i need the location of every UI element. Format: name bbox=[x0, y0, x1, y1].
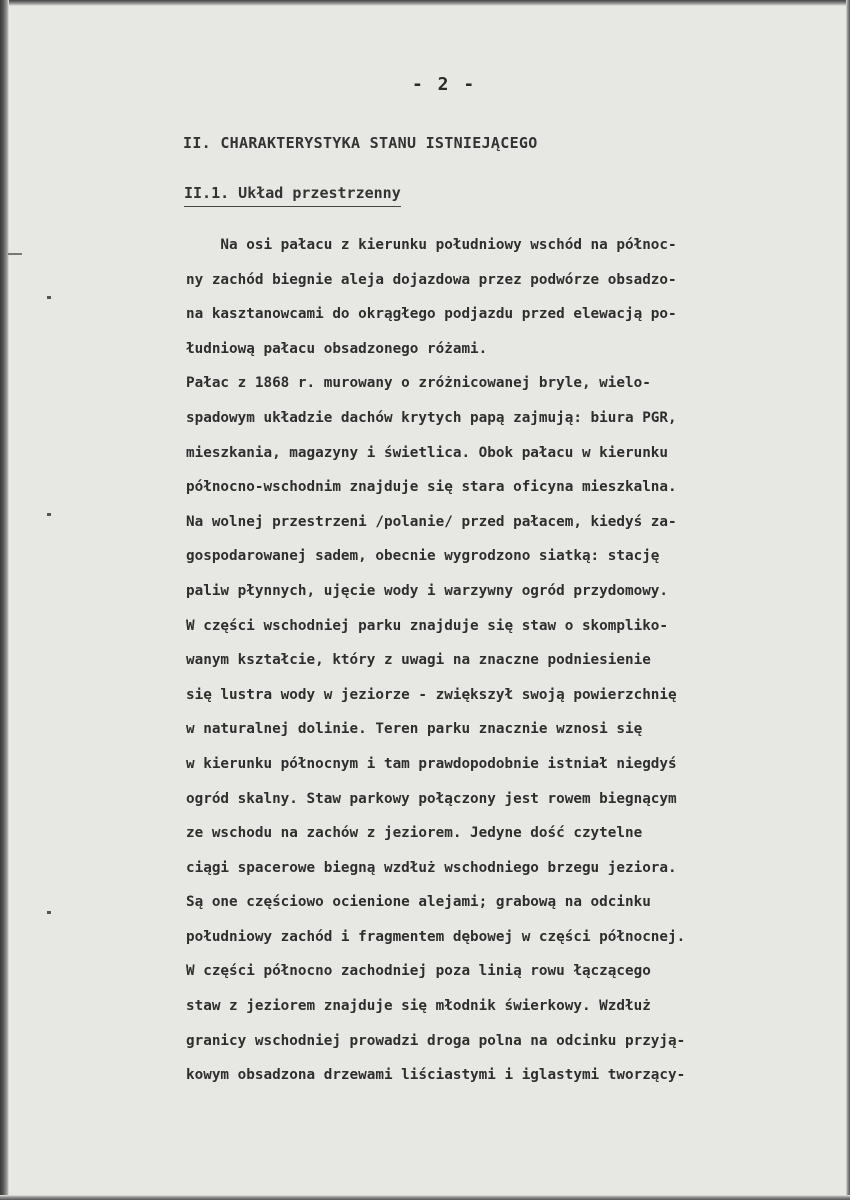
margin-mark bbox=[47, 296, 51, 299]
text-line: się lustra wody w jeziorze - zwiększył swoją powierzchnię bbox=[186, 686, 677, 703]
scan-border-right bbox=[846, 0, 850, 1200]
text-line: mieszkania, magazyny i świetlica. Obok pałacu w kierunku bbox=[186, 444, 669, 461]
text-line: W części wschodniej parku znajduje się staw o skompliko- bbox=[186, 617, 669, 634]
text-line: gospodarowanej sadem, obecnie wygrodzono siatką: stację bbox=[186, 548, 660, 565]
text-line: ciągi spacerowe biegną wzdłuż wschodniego brzegu jeziora. bbox=[186, 859, 677, 876]
text-line: kowym obsadzona drzewami liściastymi i iglastymi tworzący- bbox=[186, 1067, 686, 1084]
text-line: na kasztanowcami do okrągłego podjazdu przed elewacją po- bbox=[186, 306, 677, 323]
text-line: Są one częściowo ocienione alejami; grabową na odcinku bbox=[186, 894, 651, 911]
scan-border-bottom bbox=[0, 1195, 850, 1200]
text-line: ze wschodu na zachów z jeziorem. Jedyne dość czytelne bbox=[186, 825, 643, 842]
text-line: paliw płynnych, ujęcie wody i warzywny ogród przydomowy. bbox=[186, 582, 669, 599]
scan-border-left bbox=[0, 0, 9, 1200]
text-line: granicy wschodniej prowadzi droga polna na odcinku przyją- bbox=[186, 1032, 686, 1049]
margin-mark bbox=[47, 911, 51, 914]
text-line: łudniową pałacu obsadzonego różami. bbox=[186, 340, 488, 357]
text-line: południowy zachód i fragmentem dębowej w części północnej. bbox=[186, 928, 686, 945]
text-line: wanym kształcie, który z uwagi na znaczne podniesienie bbox=[186, 652, 651, 669]
margin-mark bbox=[47, 513, 51, 516]
text-line: Na wolnej przestrzeni /polanie/ przed pałacem, kiedyś za- bbox=[186, 513, 677, 530]
text-line: Pałac z 1868 r. murowany o zróżnicowanej bryle, wielo- bbox=[186, 375, 651, 392]
text-line: spadowym układzie dachów krytych papą zajmują: biura PGR, bbox=[186, 409, 677, 426]
text-line: w naturalnej dolinie. Teren parku znacznie wznosi się bbox=[186, 721, 643, 738]
body-text bbox=[186, 228, 796, 1093]
text-line: północno-wschodnim znajduje się stara oficyna mieszkalna. bbox=[186, 479, 677, 496]
text-line: W części północno zachodniej poza linią rowu łączącego bbox=[186, 963, 651, 980]
page-number: - 2 - bbox=[412, 74, 477, 95]
text-line: ogród skalny. Staw parkowy połączony jest rowem biegnącym bbox=[186, 790, 677, 807]
text-line: w kierunku północnym i tam prawdopodobnie istniał niegdyś bbox=[186, 755, 677, 772]
section-title: II. CHARAKTERYSTYKA STANU ISTNIEJĄCEGO bbox=[183, 134, 538, 152]
margin-mark bbox=[8, 253, 22, 255]
text-line: staw z jeziorem znajduje się młodnik świerkowy. Wzdłuż bbox=[186, 998, 651, 1015]
text-line: ny zachód biegnie aleja dojazdowa przez podwórze obsadzo- bbox=[186, 271, 677, 288]
text-line: Na osi pałacu z kierunku południowy wschód na północ- bbox=[186, 237, 677, 253]
subsection-title: II.1. Układ przestrzenny bbox=[184, 184, 401, 207]
scan-border-top bbox=[0, 0, 850, 6]
